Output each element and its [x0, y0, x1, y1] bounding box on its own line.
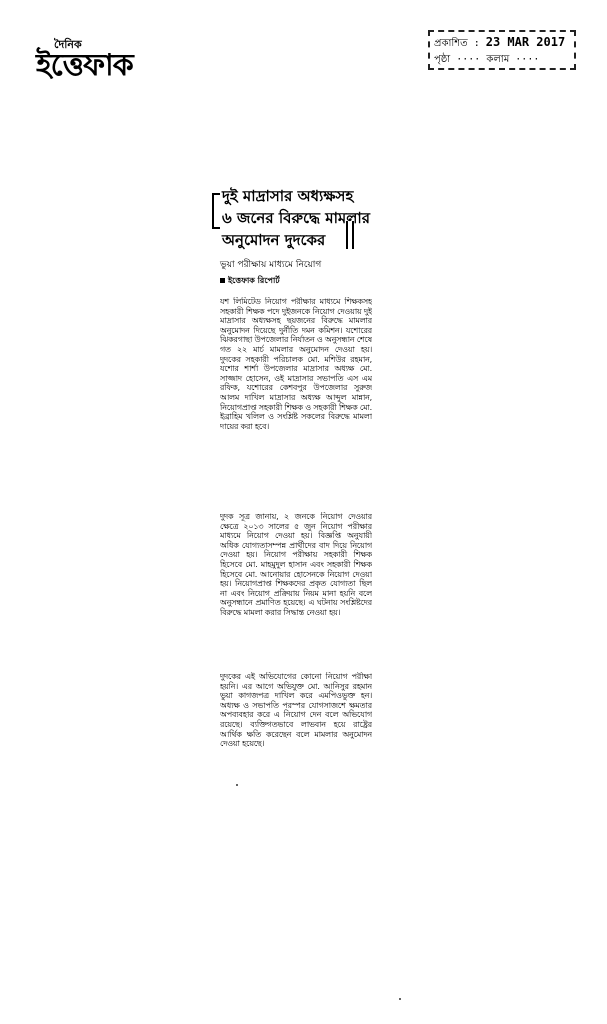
article-paragraph-3 — [220, 672, 372, 757]
stamp-label-published: প্রকাশিত — [434, 38, 468, 49]
headline-bracket-right — [346, 221, 354, 249]
stamp-date: 23 MAR 2017 — [485, 35, 566, 49]
stamp-label-page: পৃষ্ঠা — [434, 54, 451, 65]
headline-bracket-left — [212, 193, 220, 229]
news-article-header — [220, 185, 370, 288]
masthead-prefix: দৈনিক — [54, 38, 82, 51]
headline-line-3: অনুমোদন দুদকের — [222, 231, 326, 249]
masthead-title: ইত্তেফাক — [36, 48, 133, 83]
paragraph-2-text: দুদক সূত্র জানায়, ২ জনকে নিয়োগ দেওয়ার ক্ষেত্রে ২০১৩ সালের ৫ জুন নিয়োগ পরীক্ষার মাধ্যমে নিয়োগ দেওয়া হয়। বিজ্ঞপ্তি অনুযায়ী অধিক যোগ্যতাসম্পন্ন প্রার্থীদের বাদ দিয়ে নিয়োগ দেওয়া হয়। নিয়োগ পরীক্ষায় সহকারী শিক্ষক হিসেবে মো. মাহমুদুল হাসান এবং সহকারী শিক্ষক হিসেবে মো. আনোয়ার হোসেনকে নিয়োগ দেওয়া হয়। নিয়োগপ্রাপ্ত শিক্ষকদের প্রকৃত যোগ্যতা ছিল না এবং নিয়োগ প্রক্রিয়ায় নিয়ম মানা হয়নি বলে অনুসন্ধানে প্রমাণিত হয়েছে। এ ঘটনায় সংশ্লিষ্টদের বিরুদ্ধে মামলা করার সিদ্ধান্ত নেওয়া হয়। — [220, 512, 372, 617]
headline-line-1: দুই মাদ্রাসার অধ্যক্ষসহ — [222, 187, 354, 205]
newspaper-masthead — [36, 36, 166, 86]
byline-text: ইত্তেফাক রিপোর্ট — [228, 276, 280, 285]
paragraph-3-text: দুদকের এই অভিযোগের কোনো নিয়োগ পরীক্ষা হয়নি। এর আগে অভিযুক্ত মো. আনিসুর রহমান ভুয়া কাগজপত্র দাখিল করে এমপিওভুক্ত হন। অধ্যক্ষ ও সভাপতি পরস্পর যোগসাজশে ক্ষমতার অপব্যবহার করে এ নিয়োগ দেন বলে অভিযোগ রয়েছে। ব্যক্তিগতভাবে লাভবান হয়ে রাষ্ট্রের আর্থিক ক্ষতি করেছেন বলে মামলার অনুমোদন দেওয়া হয়েছে। — [220, 672, 372, 749]
scan-speck — [399, 998, 401, 1000]
article-paragraph-2 — [220, 512, 372, 670]
article-byline — [220, 275, 370, 288]
byline-square-icon — [220, 278, 225, 283]
article-subhead: ভুয়া পরীক্ষায় মাধ্যমে নিয়োগ — [220, 260, 322, 270]
paragraph-1-text: যশ লিমিটেড নিয়োগ পরীক্ষার মাধ্যমে শিক্ষকসহ সহকারী শিক্ষক পদে দুইজনকে নিয়োগ দেওয়ায় দুই মাদ্রাসার অধ্যক্ষসহ ছয়জনের বিরুদ্ধে মামলার অনুমোদন দিয়েছে দুর্নীতি দমন কমিশন। যশোরের ঝিকরগাছা উপজেলার নির্যাতন ও অনুসন্ধান শেষে গত ২২ মার্চ মামলার অনুমোদন দেওয়া হয়। দুদকের সহকারী পরিচালক মো. মশিউর রহমান, যশোর শার্শা উপজেলার মাদ্রাসার অধ্যক্ষ মো. সাজ্জাদ হোসেন, ওই মাদ্রাসার সভাপতি এস এম রফিক, যশোরের কেশবপুর উপজেলার সুরুজ আলম দাখিল মাদ্রাসার অধ্যক্ষ আব্দুল মান্নান, নিয়োগপ্রাপ্ত সহকারী শিক্ষক ও সহকারী শিক্ষক মো. ইব্রাহিম খলিল ও সংশ্লিষ্ট সকলের বিরুদ্ধে মামলা দায়ের করা হবে। — [220, 297, 372, 431]
headline-line-2: ৬ জনের বিরুদ্ধে মামলার — [222, 209, 371, 227]
scan-speck — [236, 784, 238, 786]
stamp-label-column: কলাম — [486, 54, 510, 65]
article-paragraph-1 — [220, 297, 372, 504]
clipping-date-stamp: প্রকাশিত : 23 MAR 2017 পৃষ্ঠা ···· কলাম ···· — [428, 30, 576, 70]
